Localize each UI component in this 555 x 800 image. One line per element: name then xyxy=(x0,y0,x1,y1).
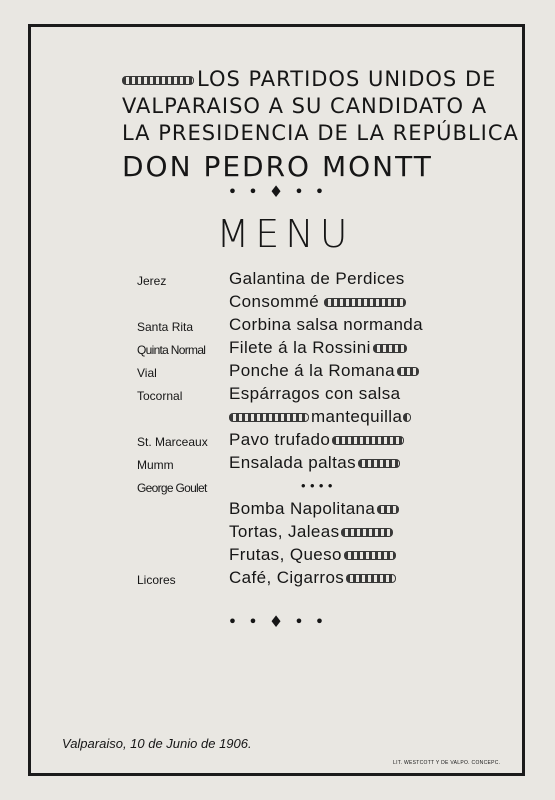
dish-label: Tortas, Jaleas xyxy=(229,522,340,541)
wine-label xyxy=(137,406,229,412)
ornament-icon xyxy=(403,413,411,422)
menu-row xyxy=(137,429,437,452)
wine-label: Mumm xyxy=(137,458,174,472)
place-date: Valparaiso, 10 de Junio de 1906. xyxy=(62,736,252,751)
ornament-icon xyxy=(377,505,399,514)
wine-label: George Goulet xyxy=(137,481,207,495)
menu-row xyxy=(137,406,437,429)
dish-label: Filete á la Rossini xyxy=(229,338,371,357)
printer-credit: LIT. WESTCOTT Y DE VALPO. CONCEPC. xyxy=(393,760,501,766)
wine-label xyxy=(137,521,229,527)
dish-separator: • • • • xyxy=(301,478,333,493)
dish-label: mantequilla xyxy=(311,407,403,426)
header-separator: • • ♦ • • xyxy=(227,182,328,201)
ornament-icon xyxy=(332,436,404,445)
wine-label xyxy=(137,291,229,297)
ornament-icon xyxy=(341,528,393,537)
ornament-icon xyxy=(358,459,400,468)
candidate-name: DON PEDRO MONTT xyxy=(122,150,433,183)
ornament-icon xyxy=(344,551,396,560)
wine-label: Quinta Normal xyxy=(137,343,206,357)
menu-row xyxy=(137,360,437,383)
menu-header xyxy=(122,66,519,185)
ornament-icon xyxy=(397,367,419,376)
wine-label: Jerez xyxy=(137,274,167,288)
ornament-icon xyxy=(324,298,406,307)
dish-label: Ensalada paltas xyxy=(229,453,356,472)
ornament-icon xyxy=(346,574,396,583)
menu-row xyxy=(137,337,437,360)
dish-label: Espárragos con salsa xyxy=(229,384,401,403)
dish-label: Consommé xyxy=(229,292,320,311)
menu-title: MENU xyxy=(216,212,354,256)
menu-row xyxy=(137,383,437,406)
menu-row xyxy=(137,268,437,291)
menu-row xyxy=(137,475,437,498)
ornament-icon xyxy=(122,76,194,85)
menu-row xyxy=(137,452,437,475)
ornament-icon xyxy=(229,413,309,422)
wine-label: Licores xyxy=(137,573,176,587)
dish-label: Ponche á la Romana xyxy=(229,361,395,380)
menu-row xyxy=(137,567,437,590)
wine-label: Vial xyxy=(137,366,157,380)
header-line-2: VALPARAISO A SU CANDIDATO A xyxy=(122,94,488,118)
wine-label xyxy=(137,498,229,504)
menu-row xyxy=(137,314,437,337)
dish-label: Pavo trufado xyxy=(229,430,331,449)
menu-row xyxy=(137,498,437,521)
ornament-icon xyxy=(373,344,407,353)
header-line-3: LA PRESIDENCIA DE LA REPÚBLICA xyxy=(122,121,519,145)
dish-label: Galantina de Perdices xyxy=(229,269,405,288)
wine-label: Tocornal xyxy=(137,389,183,403)
wine-label: Santa Rita xyxy=(137,320,194,334)
wine-label: St. Marceaux xyxy=(137,435,208,449)
wine-label xyxy=(137,544,229,550)
dish-label: Bomba Napolitana xyxy=(229,499,376,518)
header-line-1: LOS PARTIDOS UNIDOS DE xyxy=(122,66,462,93)
menu-row xyxy=(137,521,437,544)
menu-row xyxy=(137,291,437,314)
dish-label: Frutas, Queso xyxy=(229,545,342,564)
dish-label: Café, Cigarros xyxy=(229,568,345,587)
dish-label: Corbina salsa normanda xyxy=(229,315,424,334)
end-separator: • • ♦ • • xyxy=(227,612,328,631)
menu-list xyxy=(137,268,437,590)
menu-row xyxy=(137,544,437,567)
